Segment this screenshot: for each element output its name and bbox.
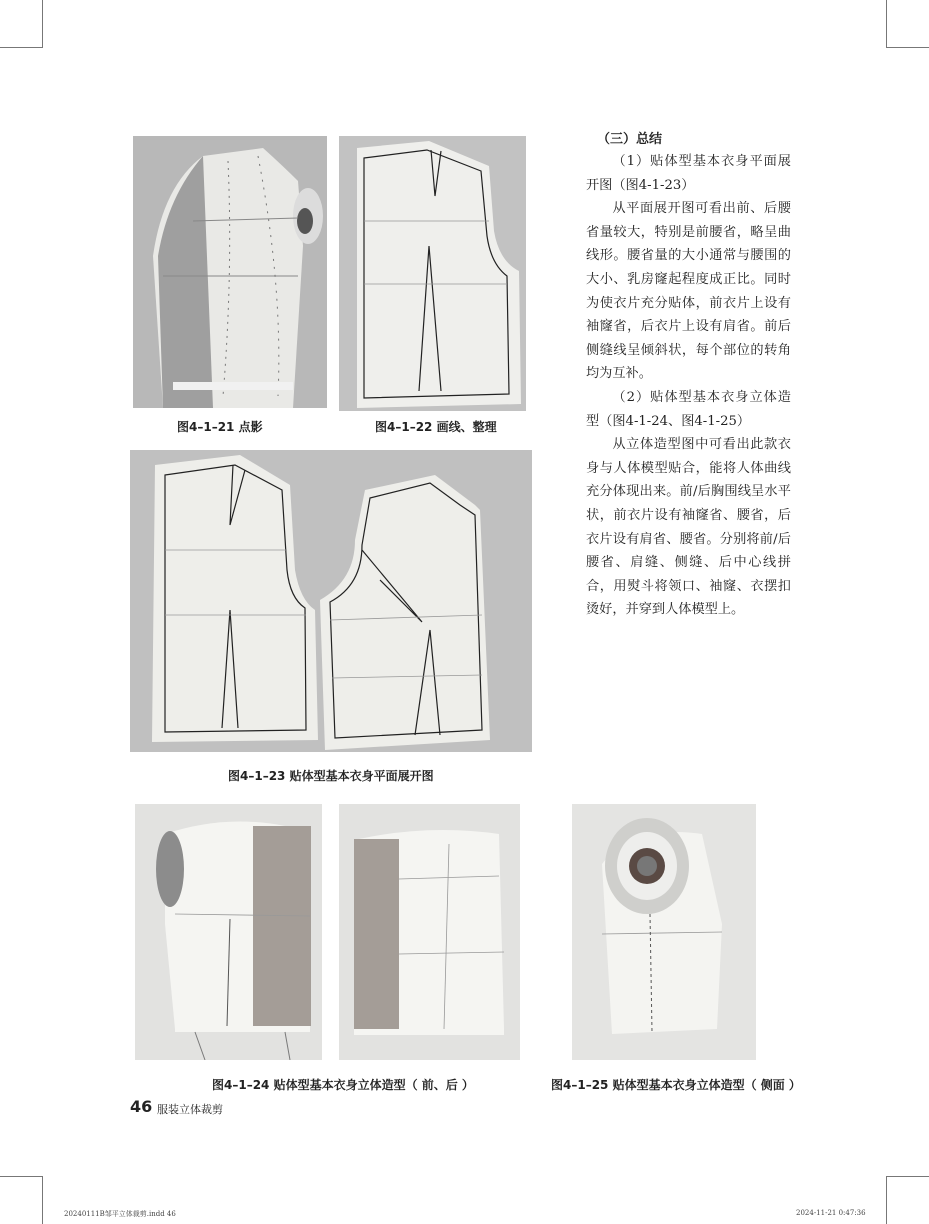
photo-fig-4-1-21 xyxy=(133,136,327,408)
photo-fig-4-1-25 xyxy=(572,804,756,1060)
crop-mark xyxy=(0,1176,42,1177)
caption-fig-4-1-21: 图4–1–21 点影 xyxy=(177,420,263,434)
crop-mark xyxy=(886,1176,929,1177)
photo-fig-4-1-23 xyxy=(130,450,532,752)
crop-mark xyxy=(886,47,929,48)
crop-mark xyxy=(42,1176,43,1224)
crop-mark xyxy=(886,0,887,48)
paragraph: （2）贴体型基本衣身立体造型（图4-1-24、图4-1-25） xyxy=(586,389,791,429)
section-title: （三）总结 xyxy=(597,132,663,147)
paragraph: 从平面展开图可看出前、后腰省量较大，特别是前腰省，略呈曲线形。腰省量的大小通常与腰围的大小、乳房窿起程度成正比。同时为使衣片充分贴体，前衣片上设有袖窿省，后衣片上设有肩省。前后侧缝线呈倾斜状，每个部位的转角均为互补。 xyxy=(586,201,791,382)
body-text xyxy=(586,150,791,622)
slug-right: 2024-11-21 0:47:36 xyxy=(796,1209,866,1217)
caption-fig-4-1-22: 图4–1–22 画线、整理 xyxy=(375,420,497,434)
book-title: 服装立体裁剪 xyxy=(157,1103,223,1116)
photo-fig-4-1-24-back xyxy=(339,804,520,1060)
page-number: 46 xyxy=(130,1097,153,1116)
caption-fig-4-1-24: 图4–1–24 贴体型基本衣身立体造型（ 前、后 ） xyxy=(212,1078,474,1092)
caption-fig-4-1-25: 图4–1–25 贴体型基本衣身立体造型（ 侧面 ） xyxy=(551,1078,801,1092)
caption-fig-4-1-23: 图4–1–23 贴体型基本衣身平面展开图 xyxy=(228,769,434,783)
paragraph: 从立体造型图中可看出此款衣身与人体模型贴合，能将人体曲线充分体现出来。前/后胸围线呈水平状，前衣片设有袖窿省、腰省，后衣片设有肩省、腰省。分别将前/后腰省、肩缝、侧缝、后中心线拼合，用熨斗将领口、袖窿、衣摆扣烫好，并穿到人体模型上。 xyxy=(586,437,791,618)
photo-fig-4-1-22 xyxy=(339,136,526,411)
photo-fig-4-1-24-front xyxy=(135,804,322,1060)
crop-mark xyxy=(42,0,43,48)
paragraph: （1）贴体型基本衣身平面展开图（图4-1-23） xyxy=(586,154,791,193)
crop-mark xyxy=(0,47,42,48)
crop-mark xyxy=(886,1176,887,1224)
slug-left: 20240111B邹平立体裁剪.indd 46 xyxy=(64,1210,176,1218)
